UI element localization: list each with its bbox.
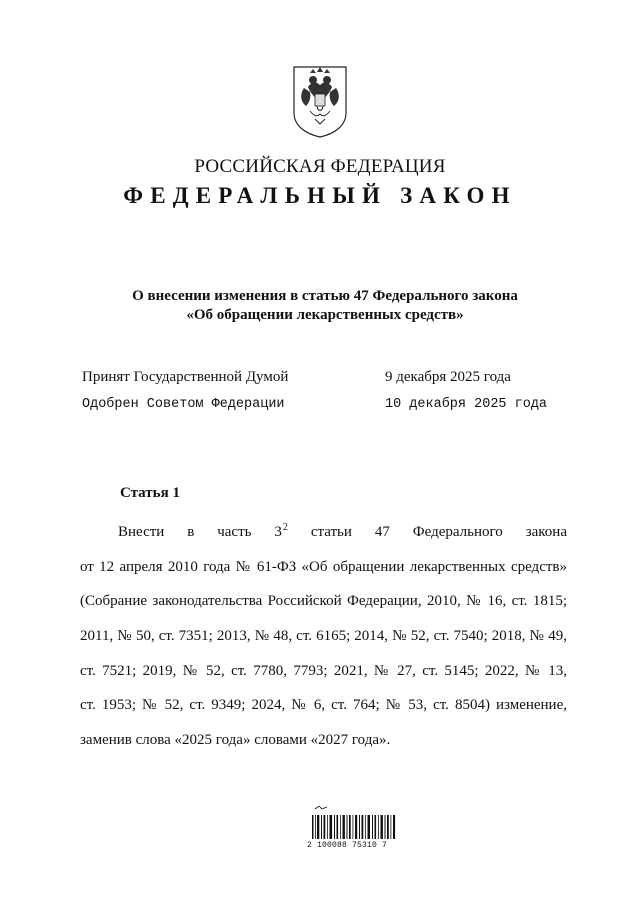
russian-coat-of-arms-icon [288, 63, 352, 139]
document-title-line-1: О внесении изменения в статью 47 Федерального закона [132, 288, 518, 304]
barcode-number: 2 100088 75310 7 [307, 841, 388, 850]
article-body-line: 2011, № 50, ст. 7351; 2013, № 48, ст. 6165; 2014, № 52, ст. 7540; 2018, № 49, [80, 628, 567, 645]
adopted-by-duma-date: 9 декабря 2025 года [385, 369, 511, 385]
article-heading: Статья 1 [120, 485, 180, 501]
article-line-suffix: статьи 47 Федерального закона [287, 524, 567, 540]
article-body-line [80, 515, 567, 550]
country-name: РОССИЙСКАЯ ФЕДЕРАЦИЯ [194, 156, 446, 177]
article-body-line: от 12 апреля 2010 года № 61-ФЗ «Об обращении лекарственных средств» [80, 558, 567, 575]
article-body [80, 515, 567, 758]
document-barcode [307, 806, 402, 856]
article-line-prefix: Внести в часть 3 [118, 524, 282, 540]
document-title-line-2: «Об обращении лекарственных средств» [186, 307, 464, 323]
barcode-icon [307, 806, 402, 840]
article-body-line: заменив слова «2025 года» словами «2027 года». [80, 732, 391, 749]
approved-by-federation-council-label: Одобрен Советом Федерации [82, 397, 285, 412]
adopted-by-duma-label: Принят Государственной Думой [82, 369, 289, 385]
article-line-superscript: 2 [282, 522, 288, 533]
article-body-line: (Собрание законодательства Российской Федерации, 2010, № 16, ст. 1815; [80, 593, 567, 610]
article-body-line: ст. 7521; 2019, № 52, ст. 7780, 7793; 2021, № 27, ст. 5145; 2022, № 13, [80, 662, 567, 679]
document-title [80, 287, 570, 325]
approved-by-federation-council-date: 10 декабря 2025 года [385, 397, 548, 412]
document-type: ФЕДЕРАЛЬНЫЙ ЗАКОН [123, 183, 517, 208]
article-body-line: ст. 1953; № 52, ст. 9349; 2024, № 6, ст. 764; № 53, ст. 8504) изменение, [80, 697, 567, 714]
